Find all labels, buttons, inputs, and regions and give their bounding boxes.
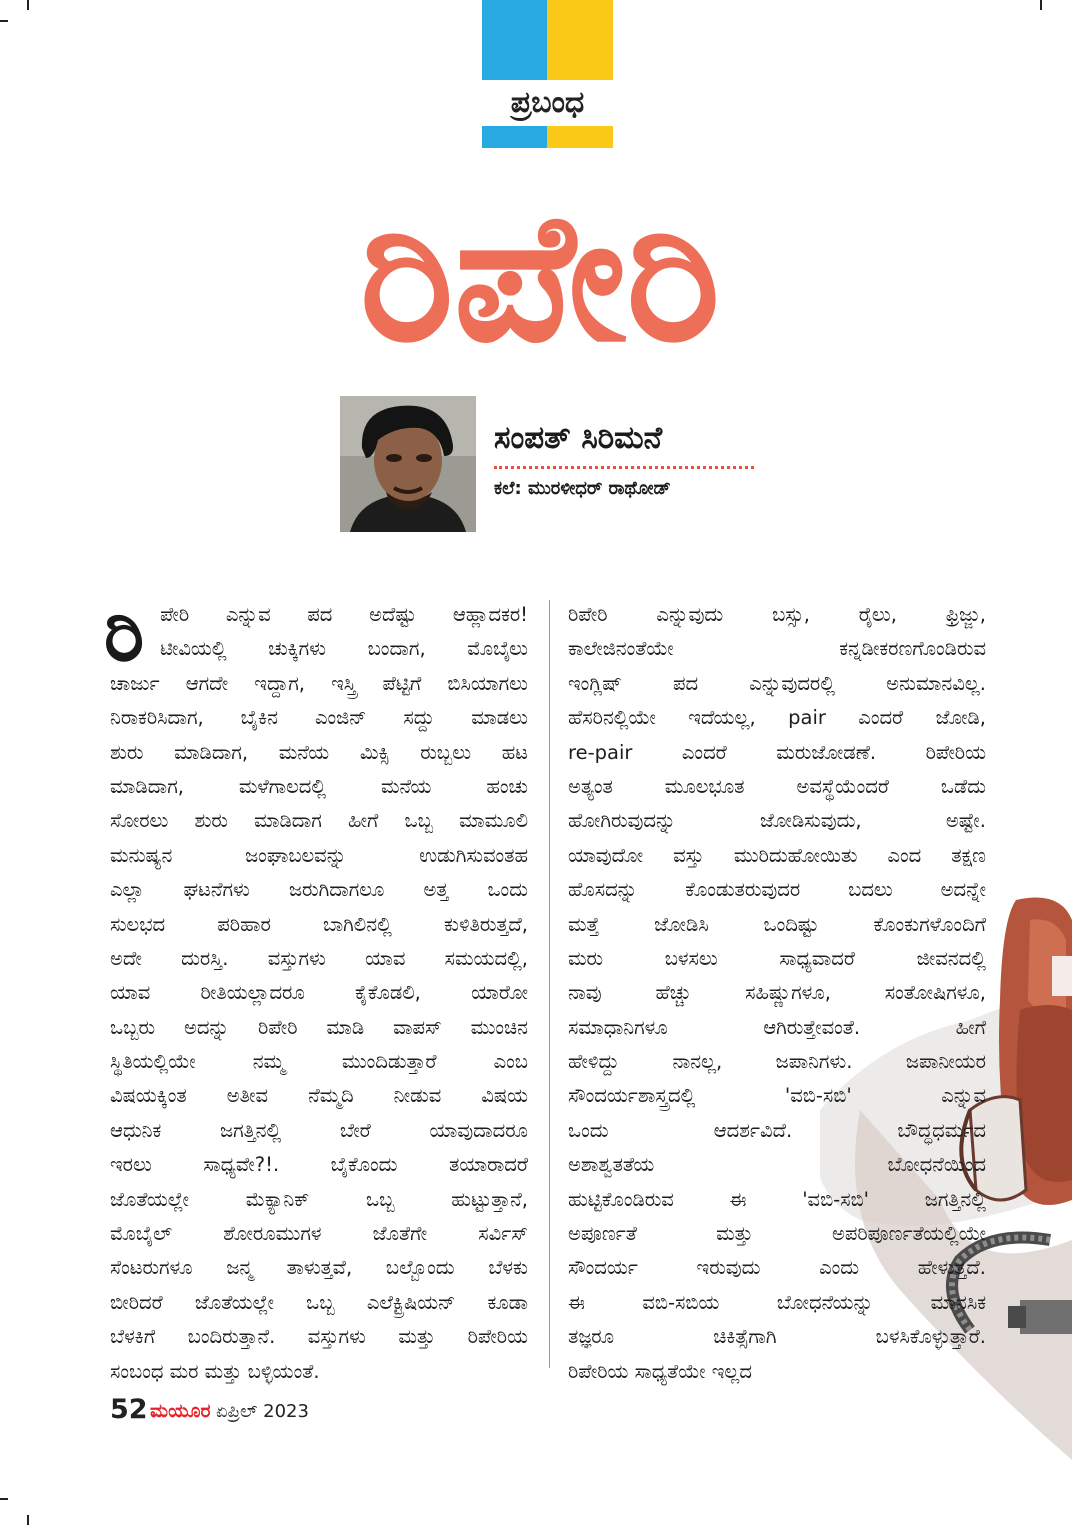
author-divider bbox=[494, 466, 754, 469]
magazine-name: ಮಯೂರ bbox=[150, 1400, 211, 1422]
text-line: ನಾವು ಹೆಚ್ಚು ಸಹಿಷ್ಣುಗಳೂ, ಸಂತೋಷಿಗಳೂ, bbox=[568, 981, 986, 1005]
article-column-left bbox=[110, 598, 528, 1389]
text-line: ಹೊಸದನ್ನು ಕೊಂಡುತರುವುದರ ಬದಲು ಅದನ್ನೇ bbox=[568, 878, 986, 902]
text-line: ರಿಪೇರಿಯ ಸಾಧ್ಯತೆಯೇ ಇಲ್ಲದ bbox=[568, 1359, 752, 1383]
text-line: ಸೌಂದರ್ಯ ಇರುವುದು ಎಂದು ಹೇಳುತ್ತದೆ. bbox=[568, 1256, 986, 1280]
text-line: ಬೀರಿದರೆ ಜೊತೆಯಲ್ಲೇ ಒಬ್ಬ ಎಲೆಕ್ಟ್ರಿಷಿಯನ್ ಕೂಡಾ bbox=[110, 1290, 528, 1314]
text-line: ಒಬ್ಬರು ಅದನ್ನು ರಿಪೇರಿ ಮಾಡಿ ವಾಪಸ್ ಮುಂಚಿನ bbox=[110, 1015, 528, 1039]
author-name: ಸಂಪತ್ ಸಿರಿಮನೆ bbox=[494, 420, 663, 456]
author-portrait-image bbox=[340, 396, 476, 532]
text-line: ಈ ವಬಿ-ಸಬಿಯ ಬೋಧನೆಯನ್ನು ಮಾನಸಿಕ bbox=[568, 1290, 986, 1314]
text-line: ನಿರಾಕರಿಸಿದಾಗ, ಬೈಕಿನ ಎಂಜಿನ್ ಸದ್ದು ಮಾಡಲು bbox=[110, 706, 528, 730]
text-line: ಅತ್ಯಂತ ಮೂಲಭೂತ ಅವಸ್ಥೆಯೆಂದರೆ ಒಡೆದು bbox=[568, 774, 986, 798]
text-line: ಅಪೂರ್ಣತೆ ಮತ್ತು ಅಪರಿಪೂರ್ಣತೆಯಲ್ಲಿಯೇ bbox=[568, 1222, 986, 1246]
text-line: ಎಲ್ಲಾ ಘಟನೆಗಳು ಜರುಗಿದಾಗಲೂ ಅತ್ತ ಒಂದು bbox=[110, 878, 528, 902]
text-line: ಮರು ಬಳಸಲು ಸಾಧ್ಯವಾದರೆ ಜೀವನದಲ್ಲಿ bbox=[568, 946, 986, 970]
author-portrait bbox=[340, 396, 476, 532]
text-line: ಪೇರಿ ಎನ್ನುವ ಪದ ಅದೆಷ್ಟು ಆಹ್ಲಾದಕರ! bbox=[160, 603, 528, 626]
crop-mark-top-left bbox=[27, 0, 29, 10]
crop-mark-left-bottom bbox=[0, 1498, 8, 1500]
text-line: ಅಶಾಶ್ವತತೆಯ ಬೋಧನೆಯಿಂದ bbox=[568, 1153, 986, 1177]
text-line: ಹೋಗಿರುವುದನ್ನು ಜೋಡಿಸುವುದು, ಅಷ್ಟೇ. bbox=[568, 809, 986, 833]
text-line: ಚಾರ್ಜು ಆಗದೇ ಇದ್ದಾಗ, ಇಸ್ತ್ರಿ ಪೆಟ್ಟಿಗೆ ಬಿಸಿಯಾಗಲು bbox=[110, 671, 528, 695]
drop-cap: ರಿ bbox=[104, 589, 145, 678]
section-label: ಪ್ರಬಂಧ bbox=[510, 85, 585, 120]
column-divider bbox=[549, 600, 550, 1368]
text-line: ಹುಟ್ಟಿಕೊಂಡಿರುವ ಈ 'ವಬಿ-ಸಬಿ' ಜಗತ್ತಿನಲ್ಲಿ bbox=[568, 1187, 986, 1211]
text-line: ಸೌಂದರ್ಯಶಾಸ್ತ್ರದಲ್ಲಿ 'ವಬಿ-ಸಬಿ' ಎನ್ನುವ bbox=[568, 1084, 986, 1108]
text-line: ಸುಲಭದ ಪರಿಹಾರ ಬಾಗಿಲಿನಲ್ಲಿ ಕುಳಿತಿರುತ್ತದೆ, bbox=[110, 912, 528, 936]
text-line: ಸೆಂಟರುಗಳೂ ಜನ್ಮ ತಾಳುತ್ತವೆ, ಬಲ್ಬೊಂದು ಬೆಳಕು bbox=[110, 1256, 528, 1280]
text-line: ಸಂಬಂಧ ಮರ ಮತ್ತು ಬಳ್ಳಿಯಂತೆ. bbox=[110, 1359, 320, 1383]
page-number: 52 bbox=[110, 1394, 148, 1425]
text-line: ಇಂಗ್ಲಿಷ್ ಪದ ಎನ್ನುವುದರಲ್ಲಿ ಅನುಮಾನವಿಲ್ಲ. bbox=[568, 671, 986, 695]
text-line: ಮನುಷ್ಯನ ಜಂಘಾಬಲವನ್ನು ಉಡುಗಿಸುವಂತಹ bbox=[110, 843, 528, 867]
text-line: ಟೀವಿಯಲ್ಲಿ ಚುಕ್ಕಿಗಳು ಬಂದಾಗ, ಮೊಬೈಲು bbox=[160, 637, 528, 661]
text-line: ಶುರು ಮಾಡಿದಾಗ, ಮನೆಯ ಮಿಕ್ಸಿ ರುಬ್ಬಲು ಹಟ bbox=[110, 740, 528, 764]
text-line: ಸೋರಲು ಶುರು ಮಾಡಿದಾಗ ಹೀಗೆ ಒಬ್ಬ ಮಾಮೂಲಿ bbox=[110, 809, 528, 833]
art-credit: ಕಲೆ: ಮುರಳೀಧರ್ ರಾಥೋಡ್ bbox=[494, 478, 671, 499]
text-line: ತಜ್ಞರೂ ಚಿಕಿತ್ಸೆಗಾಗಿ ಬಳಸಿಕೊಳ್ಳುತ್ತಾರೆ. bbox=[568, 1325, 986, 1349]
badge-blue-block bbox=[482, 0, 547, 80]
text-line: ಯಾವ ರೀತಿಯಲ್ಲಾದರೂ ಕೈಕೊಡಲಿ, ಯಾರೋ bbox=[110, 981, 528, 1005]
text-line: ಹೆಸರಿನಲ್ಲಿಯೇ ಇದೆಯಲ್ಲ, pair ಎಂದರೆ ಜೋಡಿ, bbox=[568, 706, 986, 730]
text-line: ಯಾವುದೋ ವಸ್ತು ಮುರಿದುಹೋಯಿತು ಎಂದ ತಕ್ಷಣ bbox=[568, 843, 986, 867]
text-line: ಒಂದು ಆದರ್ಶವಿದೆ. ಬೌದ್ಧಧರ್ಮದ bbox=[568, 1118, 986, 1142]
section-badge bbox=[482, 0, 613, 148]
text-line: ಮಾಡಿದಾಗ, ಮಳೆಗಾಲದಲ್ಲಿ ಮನೆಯ ಹಂಚು bbox=[110, 774, 528, 798]
crop-mark-left-top bbox=[0, 20, 8, 22]
issue-date: ಏಪ್ರಿಲ್ 2023 bbox=[216, 1401, 309, 1422]
article-column-right bbox=[568, 598, 986, 1389]
article-title: ರಿಪೇರಿ bbox=[359, 174, 721, 381]
badge-blue-strip bbox=[482, 126, 547, 148]
text-line: ಆಧುನಿಕ ಜಗತ್ತಿನಲ್ಲಿ ಬೇರೆ ಯಾವುದಾದರೂ bbox=[110, 1118, 528, 1142]
text-line: re-pair ಎಂದರೆ ಮರುಜೋಡಣೆ. ರಿಪೇರಿಯ bbox=[568, 740, 986, 764]
text-line: ಸಮಾಧಾನಿಗಳೂ ಆಗಿರುತ್ತೇವಂತೆ. ಹೀಗೆ bbox=[568, 1015, 986, 1039]
text-line: ಬೆಳಕಿಗೆ ಬಂದಿರುತ್ತಾನೆ. ವಸ್ತುಗಳು ಮತ್ತು ರಿಪೇರಿಯ bbox=[110, 1325, 528, 1349]
badge-yellow-strip bbox=[547, 126, 613, 148]
text-line: ಅದೇ ದುರಸ್ತಿ. ವಸ್ತುಗಳು ಯಾವ ಸಮಯದಲ್ಲಿ, bbox=[110, 946, 528, 970]
crop-mark-bottom-left bbox=[27, 1515, 29, 1525]
text-line: ಹೇಳಿದ್ದು ನಾನಲ್ಲ, ಜಪಾನಿಗಳು. ಜಪಾನೀಯರ bbox=[568, 1050, 986, 1074]
text-line: ರಿಪೇರಿ ಎನ್ನುವುದು ಬಸ್ಸು, ರೈಲು, ಫ್ರಿಜ್ಜು, bbox=[568, 603, 986, 626]
text-line: ಮೊಬೈಲ್ ಶೋರೂಮುಗಳ ಜೊತೆಗೇ ಸರ್ವಿಸ್ bbox=[110, 1222, 528, 1246]
text-line: ಸ್ಥಿತಿಯಲ್ಲಿಯೇ ನಮ್ಮ ಮುಂದಿಡುತ್ತಾರೆ ಎಂಬ bbox=[110, 1050, 528, 1074]
text-line: ಇರಲು ಸಾಧ್ಯವೇ?!. ಬೈಕೊಂದು ತಯಾರಾದರೆ bbox=[110, 1153, 528, 1177]
badge-yellow-block bbox=[547, 0, 613, 80]
text-line: ಕಾಲೇಜಿನಂತೆಯೇ ಕನ್ನಡೀಕರಣಗೊಂಡಿರುವ bbox=[568, 637, 986, 661]
text-line: ಜೊತೆಯಲ್ಲೇ ಮೆಕ್ಯಾನಿಕ್ ಒಬ್ಬ ಹುಟ್ಟುತ್ತಾನೆ, bbox=[110, 1187, 528, 1211]
text-line: ಮತ್ತೆ ಜೋಡಿಸಿ ಒಂದಿಷ್ಟು ಕೊಂಕುಗಳೊಂದಿಗೆ bbox=[568, 912, 986, 936]
crop-mark-top-right bbox=[1040, 0, 1042, 10]
text-line: ವಿಷಯಕ್ಕಿಂತ ಅತೀವ ನೆಮ್ಮದಿ ನೀಡುವ ವಿಷಯ bbox=[110, 1084, 528, 1108]
